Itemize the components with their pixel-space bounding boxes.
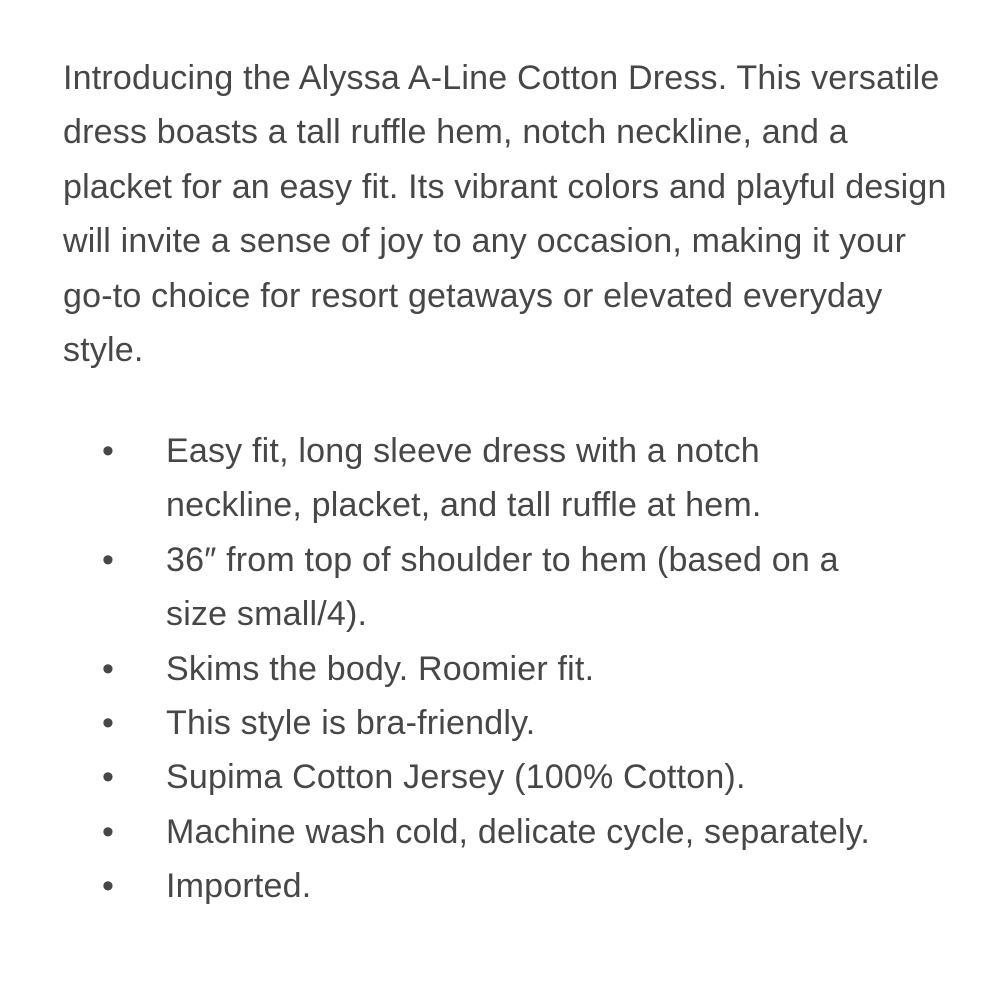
feature-list-item xyxy=(0,859,1000,913)
feature-text: This style is bra-friendly. xyxy=(166,704,536,743)
feature-text: Skims the body. Roomier fit. xyxy=(166,649,595,688)
feature-text: 36″ from top of shoulder to hem (based on a size small/4). xyxy=(166,540,839,634)
bullet-icon: • xyxy=(102,540,115,579)
feature-list xyxy=(0,424,1000,914)
bullet-icon: • xyxy=(102,432,115,470)
feature-list-item xyxy=(0,533,1000,642)
feature-text: Machine wash cold, delicate cycle, separately. xyxy=(166,812,871,851)
bullet-icon: • xyxy=(102,867,115,906)
bullet-icon: • xyxy=(102,758,115,797)
feature-list-item xyxy=(0,805,1000,859)
feature-text: Imported. xyxy=(166,867,312,906)
feature-list-item xyxy=(0,424,1000,533)
feature-text: Supima Cotton Jersey (100% Cotton). xyxy=(166,758,746,797)
feature-list-item xyxy=(0,696,1000,750)
bullet-icon: • xyxy=(102,704,115,743)
bullet-icon: • xyxy=(102,812,115,851)
product-description-paragraph: Introducing the Alyssa A-Line Cotton Dress. This versatile dress boasts a tall ruffle hem, notch neckline, and a placket for an easy fit. Its vibrant colors and playful design will invite a sense of joy to any occasion, making it your go-to choice for resort getaways or elevated everyday style. xyxy=(63,59,947,370)
feature-list-item xyxy=(0,750,1000,804)
bullet-icon: • xyxy=(102,649,115,688)
feature-list-item xyxy=(0,642,1000,696)
feature-text: Easy fit, long sleeve dress with a notch neckline, placket, and tall ruffle at hem. xyxy=(166,432,762,525)
